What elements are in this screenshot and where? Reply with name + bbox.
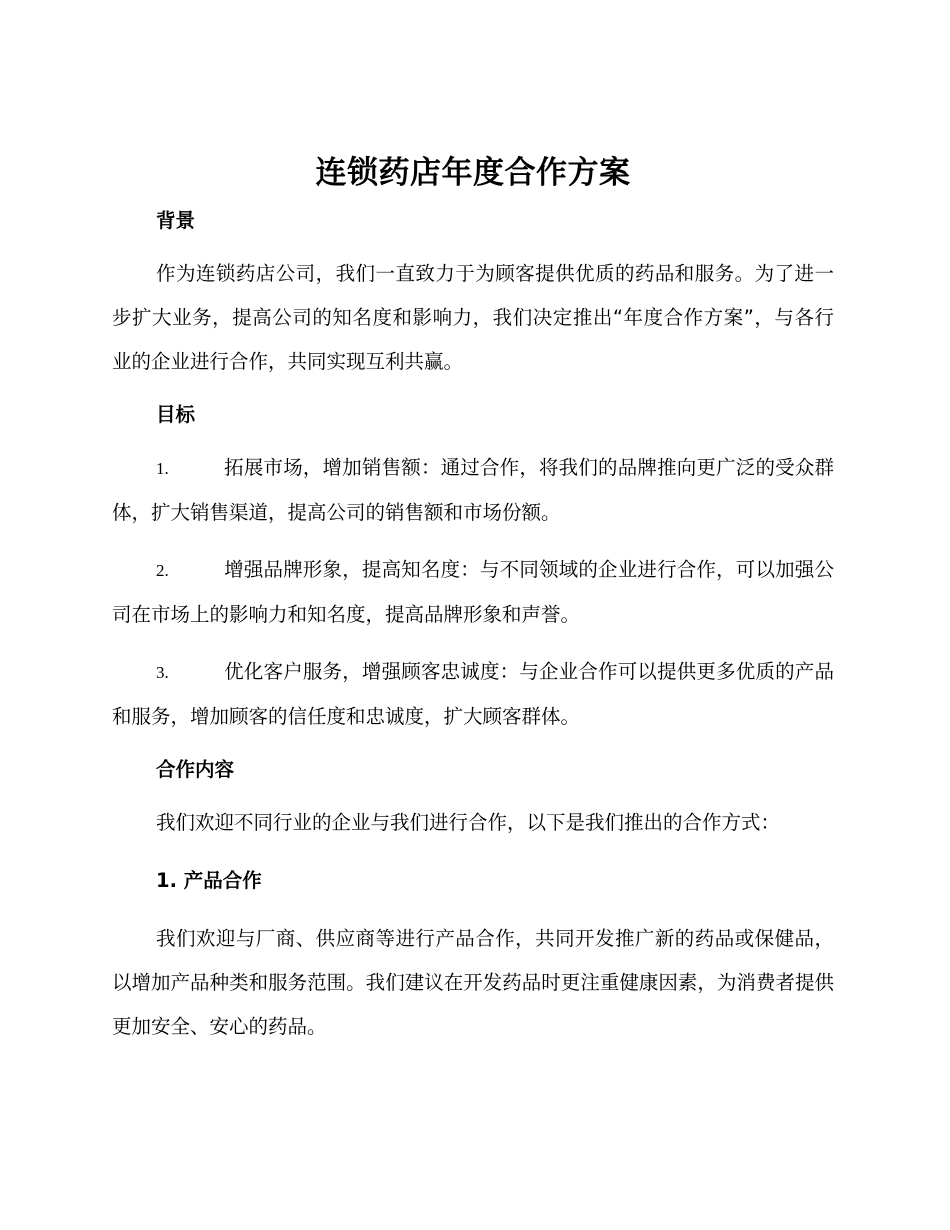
product-cooperation-paragraph: 我们欢迎与厂商、供应商等进行产品合作，共同开发推广新的药品或保健品，以增加产品种类和服务范围。我们建议在开发药品时更注重健康因素，为消费者提供更加安全、安心的药品。 <box>112 927 834 1038</box>
goal-item-number: 1. <box>156 459 169 478</box>
goal-item-text: 优化客户服务，增强顾客忠诚度：与企业合作可以提供更多优质的产品和服务，增加顾客的信任度和忠诚度，扩大顾客群体。 <box>112 660 834 728</box>
background-paragraph: 作为连锁药店公司，我们一直致力于为顾客提供优质的药品和服务。为了进一步扩大业务，提高公司的知名度和影响力，我们决定推出“年度合作方案”，与各行业的企业进行合作，共同实现互利共赢。 <box>112 262 834 373</box>
section-heading-cooperation: 合作内容 <box>156 758 235 781</box>
goal-item-number: 3. <box>156 663 169 682</box>
document-body <box>112 148 834 1049</box>
cooperation-paragraph: 我们欢迎不同行业的企业与我们进行合作，以下是我们推出的合作方式： <box>156 811 781 834</box>
section-heading-background: 背景 <box>156 209 196 232</box>
goal-item-text: 增强品牌形象，提高知名度：与不同领域的企业进行合作，可以加强公司在市场上的影响力和知名度，提高品牌形象和声誉。 <box>112 558 834 626</box>
document-title: 连锁药店年度合作方案 <box>315 155 631 191</box>
goal-item <box>112 446 834 535</box>
section-heading-product-cooperation: 1. 产品合作 <box>156 869 262 892</box>
goal-item-number: 2. <box>156 561 169 580</box>
goal-item-text: 拓展市场，增加销售额：通过合作，将我们的品牌推向更广泛的受众群体，扩大销售渠道，提高公司的销售额和市场份额。 <box>112 456 834 524</box>
goal-item <box>112 650 834 739</box>
section-heading-goals: 目标 <box>156 403 196 426</box>
goal-item <box>112 548 834 637</box>
